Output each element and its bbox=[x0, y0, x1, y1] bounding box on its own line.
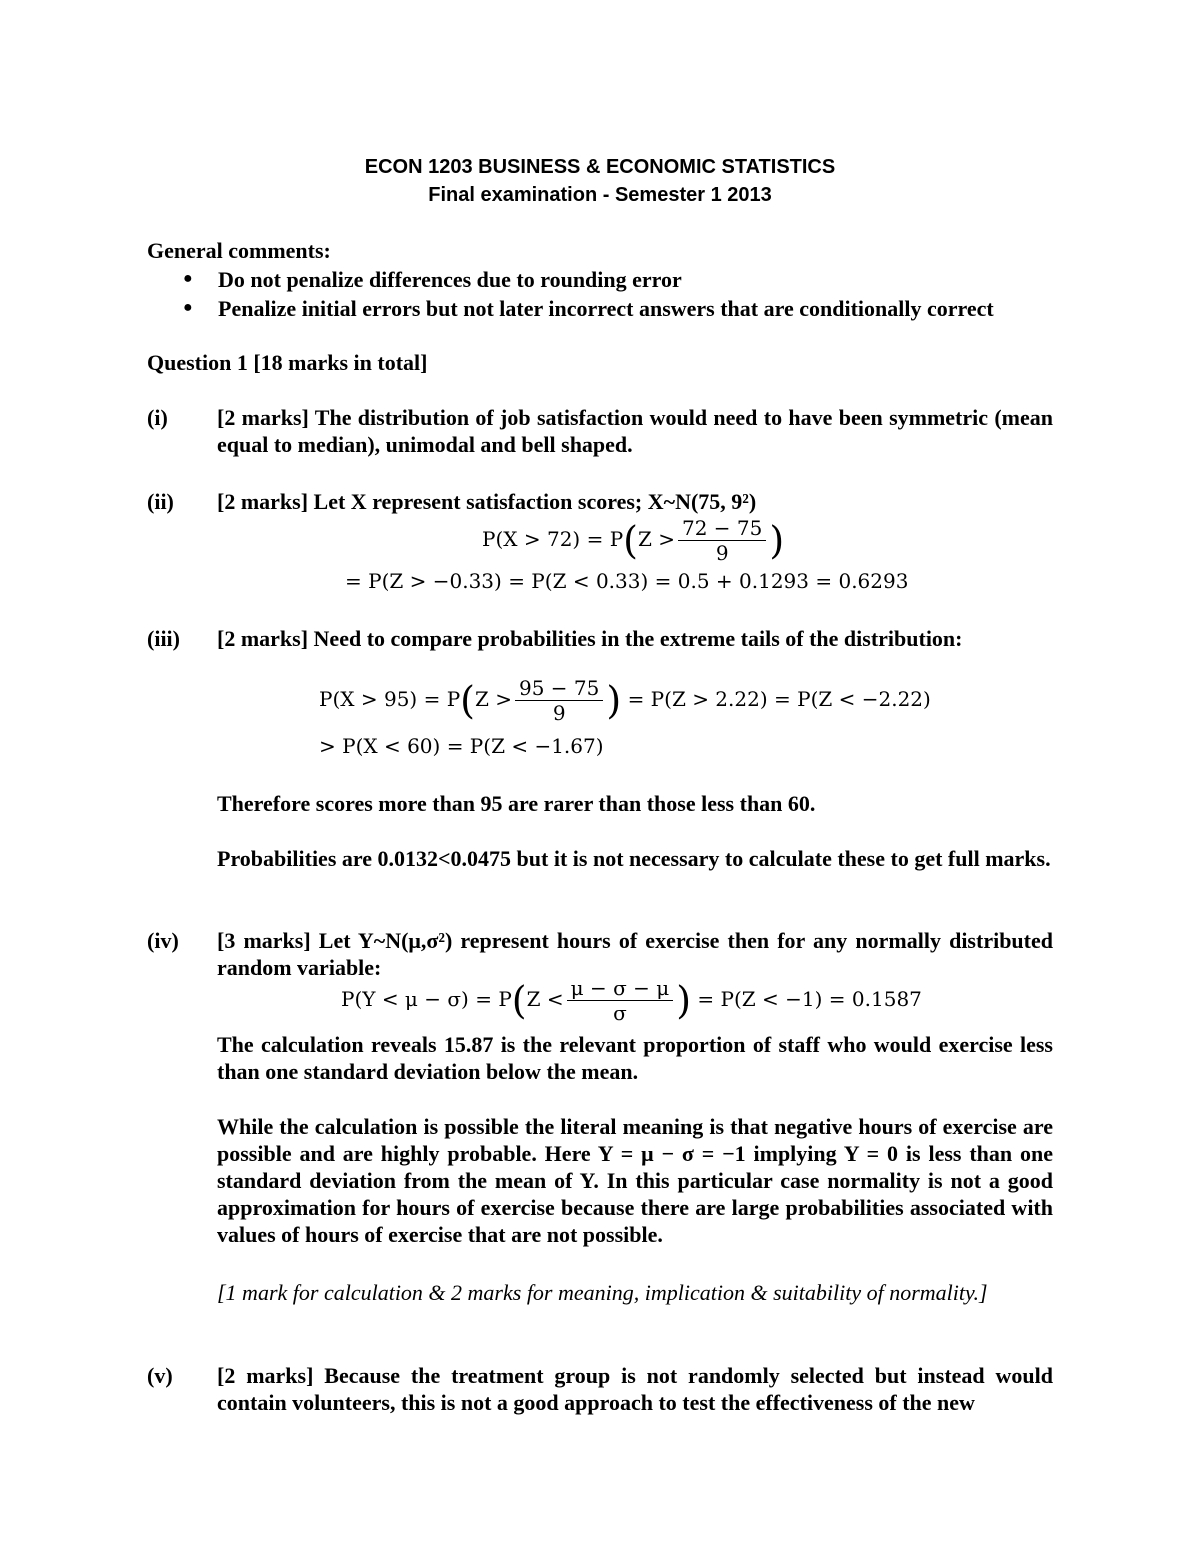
part-iii-equation-2: > P(X < 60) = P(Z < −1.67) bbox=[319, 734, 604, 758]
question-1-heading: Question 1 [18 marks in total] bbox=[147, 350, 428, 375]
general-bullet-2: Penalize initial errors but not later incorrect answers that are conditionally correct bbox=[218, 296, 994, 321]
part-ii-equation-2: = P(Z > −0.33) = P(Z < 0.33) = 0.5 + 0.1293 = 0.6293 bbox=[345, 569, 909, 593]
part-i-text: [2 marks] The distribution of job satisfaction would need to have been symmetric (mean equal to median), unimodal and bell shaped. bbox=[217, 405, 1053, 457]
bullet-icon: ● bbox=[183, 299, 193, 316]
part-ii-intro: [2 marks] Let X represent satisfaction scores; X~N(75, 9²) bbox=[217, 489, 757, 514]
general-comments-heading: General comments: bbox=[147, 238, 331, 263]
fraction-numerator: μ − σ − μ bbox=[567, 976, 674, 1001]
part-ii-label: (ii) bbox=[147, 489, 174, 514]
equation-left: P(X > 72) = P bbox=[482, 527, 624, 551]
part-iii-equation-1: P(X > 95) = P(Z > $\frac{95 - 75}{9}$ ) = P(Z > 2.22) = P(Z < −2.22) bbox=[319, 676, 931, 725]
part-iv-paragraph-1: The calculation reveals 15.87 is the relevant proportion of staff who would exercise less than one standard deviation below the mean. bbox=[217, 1032, 1053, 1084]
document-subtitle: Final examination - Semester 1 2013 bbox=[428, 184, 772, 206]
part-i-label: (i) bbox=[147, 405, 168, 430]
part-iv-label: (iv) bbox=[147, 928, 179, 953]
part-iii-label: (iii) bbox=[147, 626, 180, 651]
equation-z: Z < bbox=[526, 987, 564, 1011]
part-iii-paragraph-1: Therefore scores more than 95 are rarer than those less than 60. bbox=[217, 791, 816, 816]
equation-right: = P(Z > 2.22) = P(Z < −2.22) bbox=[627, 687, 931, 711]
general-bullet-1: Do not penalize differences due to rounding error bbox=[218, 267, 682, 292]
fraction-denominator: 9 bbox=[715, 541, 729, 565]
part-v-label: (v) bbox=[147, 1363, 173, 1388]
equation-right: = P(Z < −1) = 0.1587 bbox=[697, 987, 922, 1011]
equation-z: Z > bbox=[474, 687, 512, 711]
equation-left: P(Y < μ − σ) = P bbox=[341, 987, 512, 1011]
part-iv-intro: [3 marks] Let Y~N(μ,σ²) represent hours of exercise then for any normally distributed random variable: bbox=[217, 928, 1053, 980]
part-ii-equation-1: P(X > 72) = P(Z > $\frac{72 - 75}{9}$ ) bbox=[482, 516, 785, 565]
part-v-text: [2 marks] Because the treatment group is not randomly selected but instead would contain volunteers, this is not a good approach to test the effectiveness of the new bbox=[217, 1363, 1053, 1415]
fraction bbox=[515, 676, 603, 725]
fraction-denominator: σ bbox=[613, 1001, 627, 1025]
part-iv-marking-note: [1 mark for calculation & 2 marks for meaning, implication & suitability of normality.] bbox=[217, 1280, 988, 1305]
part-iv-paragraph-2: While the calculation is possible the literal meaning is that negative hours of exercise are possible and are highly probable. Here Y = μ − σ = −1 implying Y = 0 is less than one standard deviation from the mean of Y. In this particular case normality is not a good approximation for hours of exercise because there are large probabilities associated with values of hours of exercise that are not possible. bbox=[217, 1114, 1053, 1247]
fraction-numerator: 72 − 75 bbox=[678, 516, 766, 541]
equation-z: Z > bbox=[637, 527, 675, 551]
part-iv-equation: P(Y < μ − σ) = P(Z < $\frac{\mu - \sigma - \mu}{\sigma}$ ) = P(Z < −1) = 0.1587 bbox=[341, 976, 922, 1025]
fraction-numerator: 95 − 75 bbox=[515, 676, 603, 701]
document-title: ECON 1203 BUSINESS & ECONOMIC STATISTICS bbox=[364, 156, 836, 178]
fraction bbox=[567, 976, 674, 1025]
equation-left: P(X > 95) = P bbox=[319, 687, 461, 711]
fraction bbox=[678, 516, 766, 565]
part-iii-intro: [2 marks] Need to compare probabilities in the extreme tails of the distribution: bbox=[217, 626, 963, 651]
part-iii-paragraph-2: Probabilities are 0.0132<0.0475 but it is not necessary to calculate these to get full marks. bbox=[217, 846, 1051, 871]
fraction-denominator: 9 bbox=[552, 701, 566, 725]
bullet-icon: ● bbox=[183, 270, 193, 287]
